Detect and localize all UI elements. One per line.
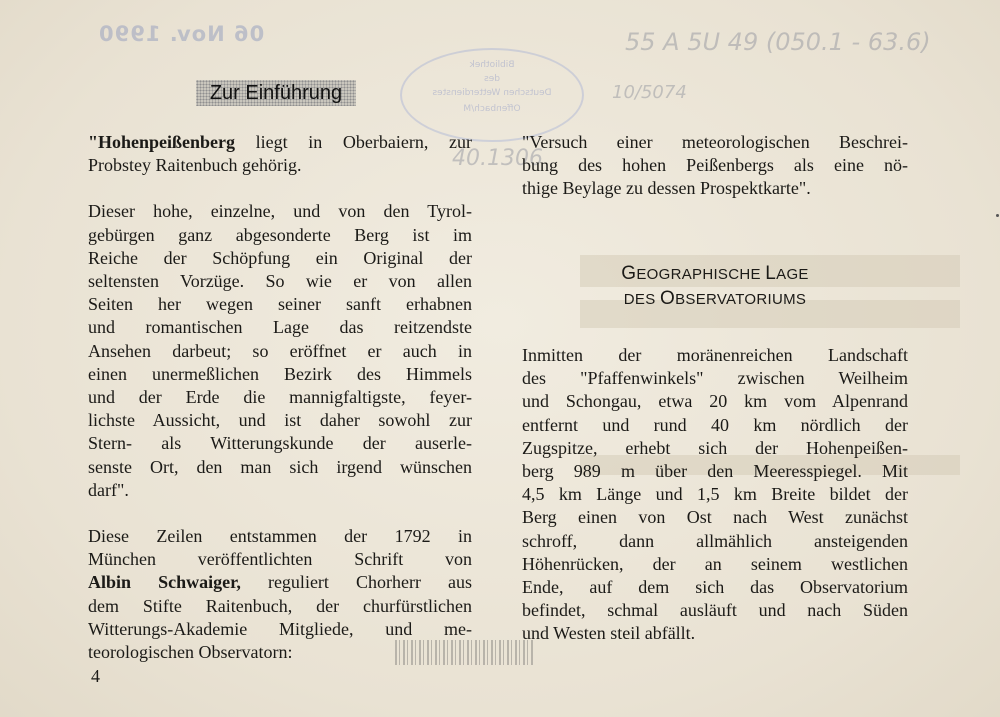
page-number: 4 [91, 666, 100, 686]
left-column [88, 131, 472, 687]
paragraph-source [88, 525, 472, 664]
text-line: entfernt und rund 40 km nördlich der [522, 414, 908, 435]
library-stamp-line: des [484, 74, 500, 84]
text-line: Probstey Raitenbuch gehörig. [88, 155, 302, 176]
bold-text: Albin Schwaiger, [88, 572, 241, 593]
text-line: Inmitten der moränenreichen Landschaft [522, 345, 908, 365]
section-heading-line [522, 287, 908, 312]
text-fragment: reguliert Chorherr aus [240, 572, 472, 593]
text-line: gebürgen ganz abgesonderte Berg ist im [88, 224, 472, 245]
heading-capital: O [659, 288, 676, 309]
text-line: teorologischen Observatorn: [88, 642, 293, 663]
text-line: Dieser hohe, einzelne, und von den Tyrol- [88, 201, 472, 222]
library-stamp [400, 48, 584, 142]
text-line: senste Ort, den man sich irgend wünschen [88, 456, 472, 477]
section-heading [522, 262, 908, 312]
text-line: Zugspitze, erhebt sich der Hohenpeißen- [522, 437, 908, 458]
text-line: 4,5 km Länge und 1,5 km Breite bildet der [522, 484, 908, 505]
text-line: bung des hohen Peißenbergs als eine nö- [522, 155, 908, 176]
page-title: Zur Einführung [209, 82, 343, 104]
text-line: München veröffentlichten Schrift von [88, 549, 472, 570]
margin-dot [996, 214, 999, 217]
text-line: Reiche der Schöpfung ein Original der [88, 247, 472, 268]
bold-text: "Hohenpeißenberg [88, 132, 236, 152]
text-line: Stern- als Witterungskunde der auserle- [88, 433, 472, 454]
date-stamp: 06 Nov. 1990 [98, 22, 265, 46]
text-line: lichste Aussicht, und ist daher sowohl zur [88, 410, 472, 431]
text-line: seltensten Vorzüge. So wie er von allen [88, 271, 472, 292]
text-line: und Westen steil abfällt. [522, 623, 696, 644]
text-line: Höhenrücken, der an seinem westlichen [522, 553, 908, 574]
section-heading-line [522, 262, 908, 287]
heading-capital: G [621, 263, 637, 284]
text-line: thige Beylage zu dessen Prospektkarte". [522, 178, 811, 199]
right-column-body [522, 344, 908, 669]
paragraph-geography [522, 344, 908, 646]
heading-text: BSERVATORIUMS [675, 291, 807, 308]
text-line: und der Erde die mannigfaltigste, feyer- [88, 387, 472, 408]
paragraph-quote-title [522, 131, 908, 201]
handwritten-note: 40.1306 [452, 146, 543, 171]
heading-capital: L [765, 263, 777, 284]
library-stamp-line: Bibliothek [469, 60, 515, 70]
handwritten-note: 55 A 5U 49 (050.1 - 63.6) [625, 28, 931, 56]
text-line: schroff, dann allmählich ansteigenden [522, 530, 908, 551]
text-line: Diese Zeilen entstammen der 1792 in [88, 526, 472, 547]
title-box [196, 80, 356, 106]
text-line: Ende, auf dem sich das Observatorium [522, 577, 908, 598]
text-line: und romantischen Lage das reitzendste [88, 317, 472, 338]
text-line: Ansehen darbeut; so eröffnet er auch in [88, 340, 472, 361]
paragraph-intro [88, 131, 472, 177]
text-line: "Versuch einer meteorologischen Beschrei- [522, 132, 908, 152]
text-line [88, 571, 472, 594]
text-line: Berg einen von Ost nach West zunächst [522, 507, 908, 528]
text-line: einen unermeßlichen Bezirk des Himmels [88, 363, 472, 384]
heading-text: AGE [776, 266, 809, 283]
heading-text: DES [623, 291, 660, 308]
library-stamp-line: Offenbach/M [463, 104, 521, 114]
text-line: Seiten her wegen seiner sanft erhabnen [88, 294, 472, 315]
paragraph-quote [88, 200, 472, 502]
text-line: darf". [88, 479, 129, 500]
text-fragment: liegt in Oberbaiern, zur [235, 132, 472, 152]
library-stamp-line: Deutschen Wetterdienstes [432, 88, 552, 98]
text-line: befindet, schmal ausläuft und nach Süden [522, 600, 908, 621]
text-line: berg 989 m über den Meeresspiegel. Mit [522, 461, 908, 482]
handwritten-note: 10/5074 [612, 82, 687, 103]
text-line: des "Pfaffenwinkels" zwischen Weilheim [522, 368, 908, 389]
text-line: und Schongau, etwa 20 km vom Alpenrand [522, 391, 908, 412]
heading-text: EOGRAPHISCHE [636, 266, 766, 283]
text-line: dem Stifte Raitenbuch, der churfürstlichen [88, 595, 472, 616]
right-column [522, 131, 908, 224]
text-line: Witterungs-Akademie Mitgliede, und me- [88, 618, 472, 639]
text-line [88, 131, 472, 154]
